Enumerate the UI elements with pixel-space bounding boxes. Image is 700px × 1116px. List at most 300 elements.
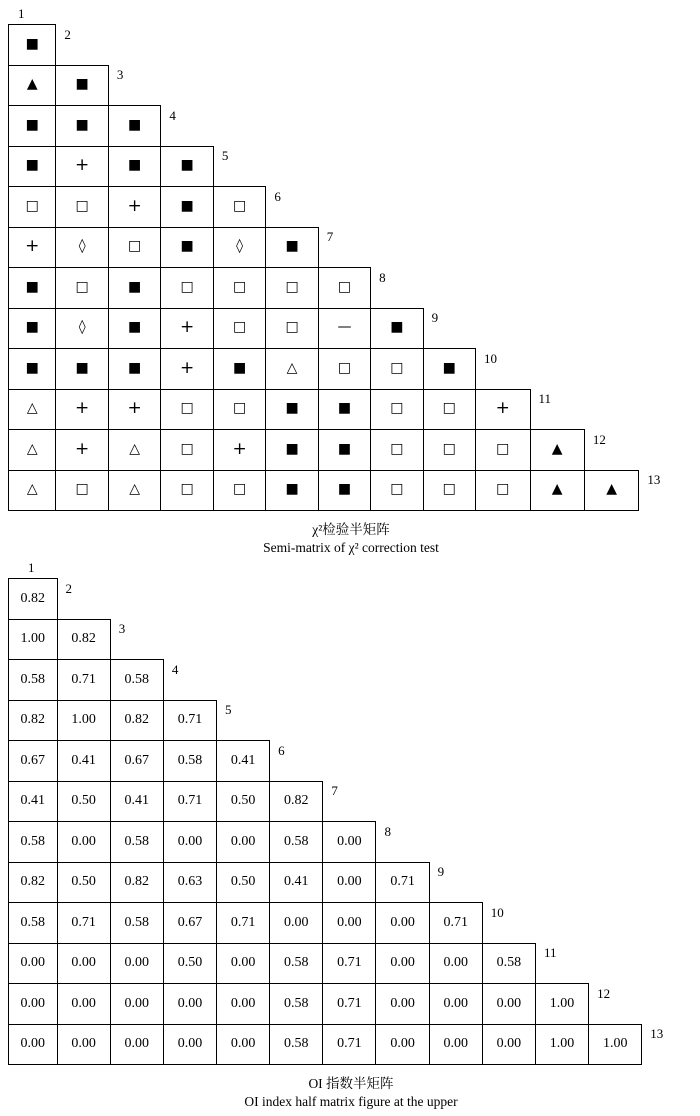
matrix-empty-cell: [371, 146, 423, 187]
matrix-cell: [56, 308, 108, 349]
caption-chinese: OI 指数半矩阵: [308, 1075, 394, 1091]
matrix-empty-cell: [589, 781, 642, 822]
matrix-cell: [318, 430, 370, 471]
matrix-row: [9, 741, 694, 782]
open-square-icon: □: [25, 197, 39, 214]
matrix-row: [9, 822, 694, 863]
matrix-cell: 0.58: [270, 1024, 323, 1064]
matrix-empty-cell: [482, 579, 535, 620]
filled-square-icon: ■: [390, 319, 404, 336]
matrix-empty-cell: [530, 268, 584, 309]
matrix-empty-cell: [482, 619, 535, 660]
matrix-empty-cell: [423, 106, 475, 147]
matrix-empty-cell: [535, 660, 588, 701]
matrix-cell: [108, 146, 160, 187]
matrix-cell: [475, 389, 530, 430]
plus-icon: +: [180, 357, 195, 378]
matrix-empty-cell: [376, 741, 429, 782]
matrix-cell: [161, 308, 213, 349]
plus-icon: +: [232, 438, 247, 459]
matrix-empty-cell: [163, 619, 216, 660]
matrix-cell: [161, 349, 213, 390]
matrix-empty-cell: [423, 65, 475, 106]
matrix-cell: [9, 389, 56, 430]
matrix-empty-cell: [639, 227, 694, 268]
matrix-empty-cell: [589, 822, 642, 863]
matrix-cell: 0.00: [376, 903, 429, 944]
matrix-empty-cell: [584, 227, 639, 268]
plus-icon: +: [127, 398, 142, 419]
matrix-cell: 0.58: [9, 822, 58, 863]
open-triangle-icon: △: [129, 440, 141, 457]
filled-triangle-icon: ▲: [551, 481, 563, 497]
matrix-empty-cell: [482, 781, 535, 822]
matrix-cell: [56, 227, 108, 268]
matrix-cell: [213, 349, 265, 390]
matrix-empty-cell: [323, 660, 376, 701]
matrix-cell: 0.00: [217, 984, 270, 1025]
matrix-cell: [266, 389, 318, 430]
matrix-empty-cell: [589, 660, 642, 701]
matrix-cell: [318, 389, 370, 430]
matrix-cell: [56, 187, 108, 228]
matrix-empty-cell: [584, 349, 639, 390]
matrix-cell: 0.58: [9, 903, 58, 944]
filled-square-icon: ■: [75, 116, 89, 133]
matrix-cell: 0.00: [429, 1024, 482, 1064]
oi-index-matrix-table: [8, 578, 694, 1065]
matrix-cell: 0.50: [217, 862, 270, 903]
matrix-row: [9, 65, 694, 106]
matrix-cell: [213, 308, 265, 349]
matrix-cell: 0.41: [110, 781, 163, 822]
matrix-empty-cell: [318, 25, 370, 66]
matrix-index-label: 5: [221, 148, 229, 163]
matrix-first-index-label: 1: [28, 560, 35, 575]
matrix-empty-cell: [639, 146, 694, 187]
matrix-cell: 0.58: [9, 660, 58, 701]
matrix-cell: [371, 430, 423, 471]
matrix-cell: [213, 268, 265, 309]
matrix-cell: 1.00: [57, 700, 110, 741]
matrix-empty-cell: [110, 579, 163, 620]
matrix-empty-cell: [530, 308, 584, 349]
matrix-cell: 0.71: [429, 903, 482, 944]
open-square-icon: □: [180, 481, 194, 497]
matrix-row: [9, 187, 694, 228]
filled-triangle-icon: ▲: [551, 440, 563, 457]
matrix-cell: 0.00: [376, 1024, 429, 1064]
matrix-cell: 0.82: [57, 619, 110, 660]
matrix-empty-cell: [639, 187, 694, 228]
matrix-cell: [213, 430, 265, 471]
matrix-empty-cell: [423, 187, 475, 228]
matrix-cell: 0.71: [163, 781, 216, 822]
matrix-empty-cell: [376, 579, 429, 620]
filled-square-icon: ■: [285, 481, 299, 497]
matrix-empty-cell: [639, 106, 694, 147]
matrix-empty-cell: [584, 308, 639, 349]
matrix-cell: 0.50: [217, 781, 270, 822]
filled-square-icon: ■: [180, 238, 194, 255]
matrix-empty-cell: [642, 700, 694, 741]
matrix-empty-cell: [584, 389, 639, 430]
matrix-cell: 0.58: [482, 943, 535, 984]
matrix-empty-cell: [429, 822, 482, 863]
matrix-empty-cell: [323, 741, 376, 782]
matrix-empty-cell: [530, 349, 584, 390]
matrix-cell: [161, 389, 213, 430]
open-triangle-icon: △: [26, 400, 38, 417]
open-square-icon: □: [285, 319, 299, 336]
open-square-icon: □: [180, 278, 194, 295]
open-square-icon: □: [390, 440, 404, 457]
filled-square-icon: ■: [233, 359, 247, 376]
matrix-index-label: 9: [431, 310, 439, 325]
matrix-empty-cell: [323, 619, 376, 660]
matrix-cell: 0.82: [270, 781, 323, 822]
matrix-empty-cell: [642, 781, 694, 822]
matrix-empty-cell: [530, 106, 584, 147]
matrix-empty-cell: [475, 25, 530, 66]
matrix-empty-cell: [213, 106, 265, 147]
open-square-icon: □: [285, 278, 299, 295]
matrix-cell: [108, 389, 160, 430]
open-triangle-icon: △: [26, 481, 38, 497]
matrix-index-label: 13: [647, 472, 661, 487]
filled-square-icon: ■: [180, 197, 194, 214]
matrix-cell: 0.41: [57, 741, 110, 782]
filled-triangle-icon: ▲: [606, 481, 618, 497]
matrix-cell: 0.50: [163, 943, 216, 984]
matrix-empty-cell: [475, 65, 530, 106]
matrix-empty-cell: [584, 25, 639, 66]
matrix-cell: [266, 349, 318, 390]
open-square-icon: □: [442, 481, 456, 497]
matrix-cell: 0.71: [217, 903, 270, 944]
matrix-empty-cell: [318, 146, 370, 187]
matrix-cell: 0.58: [270, 822, 323, 863]
matrix-empty-cell: [323, 579, 376, 620]
matrix-empty-cell: [642, 822, 694, 863]
matrix-row: [9, 1024, 694, 1064]
matrix-cell: 0.41: [270, 862, 323, 903]
matrix-index-label: 12: [597, 985, 611, 1001]
filled-square-icon: ■: [75, 76, 89, 93]
open-square-icon: □: [75, 197, 89, 214]
matrix-cell: [56, 470, 108, 510]
matrix-empty-cell: [639, 65, 694, 106]
matrix-empty-cell: [318, 106, 370, 147]
matrix-cell: 0.71: [376, 862, 429, 903]
matrix-empty-cell: [217, 660, 270, 701]
matrix-cell: 0.00: [9, 1024, 58, 1064]
matrix-cell: 0.82: [9, 579, 58, 620]
matrix-index-label: 8: [379, 269, 386, 285]
matrix-empty-cell: [213, 25, 265, 66]
matrix-index-label: 7: [331, 783, 338, 798]
matrix-cell: [266, 470, 318, 510]
matrix-row: [9, 579, 694, 620]
matrix-empty-cell: [639, 430, 694, 471]
matrix-row: [9, 389, 694, 430]
open-square-icon: □: [233, 400, 247, 417]
matrix-empty-cell: [371, 25, 423, 66]
matrix-cell: 0.82: [9, 862, 58, 903]
matrix-cell: [56, 389, 108, 430]
matrix-cell: 0.00: [57, 943, 110, 984]
matrix-index-label: 11: [543, 945, 557, 960]
matrix-cell: 0.00: [110, 1024, 163, 1064]
matrix-empty-cell: [423, 146, 475, 187]
matrix-empty-cell: [482, 822, 535, 863]
matrix-first-index-label: 1: [18, 6, 25, 21]
matrix-empty-cell: [376, 660, 429, 701]
matrix-cell: [9, 470, 56, 510]
matrix-empty-cell: [639, 268, 694, 309]
matrix-empty-cell: [270, 579, 323, 620]
filled-square-icon: ■: [442, 359, 456, 376]
matrix-index-label: 4: [171, 661, 179, 677]
filled-square-icon: ■: [128, 116, 142, 133]
open-square-icon: □: [337, 278, 352, 295]
matrix-cell: 0.00: [429, 984, 482, 1025]
matrix-row: [9, 903, 694, 944]
matrix-empty-cell: [639, 308, 694, 349]
matrix-empty-cell: [475, 227, 530, 268]
matrix-empty-cell: [642, 903, 694, 944]
matrix-cell: [266, 430, 318, 471]
filled-square-icon: ■: [285, 238, 299, 255]
matrix-cell: [161, 187, 213, 228]
matrix-cell: 0.00: [110, 984, 163, 1025]
matrix-empty-cell: [535, 862, 588, 903]
matrix-empty-cell: [589, 700, 642, 741]
matrix-empty-cell: [371, 106, 423, 147]
matrix-empty-cell: [642, 579, 694, 620]
matrix-cell: [266, 268, 318, 309]
matrix-empty-cell: [371, 187, 423, 228]
open-square-icon: □: [496, 481, 510, 497]
matrix-cell: [9, 268, 56, 309]
filled-square-icon: ■: [25, 359, 39, 376]
matrix-empty-cell: [584, 268, 639, 309]
open-square-icon: □: [233, 278, 247, 295]
matrix-row: [9, 781, 694, 822]
matrix-index-label: 4: [169, 107, 176, 123]
matrix-empty-cell: [429, 660, 482, 701]
matrix-row: [9, 146, 694, 187]
matrix-row: [9, 430, 694, 471]
matrix-cell: [108, 268, 160, 309]
matrix-cell: 0.71: [163, 700, 216, 741]
diamond-icon: ◊: [78, 238, 86, 255]
matrix-empty-cell: [217, 619, 270, 660]
matrix-index-label: 2: [65, 580, 73, 596]
plus-icon: +: [495, 398, 510, 419]
matrix-empty-cell: [429, 579, 482, 620]
matrix-cell: 0.41: [217, 741, 270, 782]
matrix-row: [9, 943, 694, 984]
matrix-cell: 0.58: [110, 822, 163, 863]
matrix-empty-cell: [429, 741, 482, 782]
matrix-cell: 0.00: [57, 1024, 110, 1064]
matrix-cell: [213, 187, 265, 228]
matrix-cell: 0.00: [110, 943, 163, 984]
matrix-cell: 0.67: [9, 741, 58, 782]
matrix-cell: [9, 430, 56, 471]
matrix-empty-cell: [266, 65, 318, 106]
matrix-empty-cell: [535, 579, 588, 620]
plus-icon: +: [127, 195, 142, 216]
matrix-cell: [108, 227, 160, 268]
matrix-empty-cell: [323, 700, 376, 741]
matrix-cell: [56, 349, 108, 390]
matrix-index-label: 2: [64, 26, 71, 42]
matrix-row: [9, 227, 694, 268]
filled-square-icon: ■: [337, 440, 352, 457]
matrix-empty-cell: [266, 146, 318, 187]
matrix-empty-cell: [642, 660, 694, 701]
matrix-empty-cell: [482, 741, 535, 782]
open-square-icon: □: [75, 481, 89, 497]
filled-square-icon: ■: [25, 278, 39, 295]
open-triangle-icon: △: [26, 440, 38, 457]
matrix-cell: [318, 470, 370, 510]
matrix-empty-cell: [589, 903, 642, 944]
matrix-empty-cell: [161, 25, 213, 66]
matrix-cell: [108, 106, 160, 147]
matrix-empty-cell: [530, 65, 584, 106]
matrix-empty-cell: [642, 619, 694, 660]
matrix-cell: [213, 389, 265, 430]
matrix-cell: 0.00: [163, 822, 216, 863]
matrix-index-label: 13: [650, 1026, 664, 1041]
matrix-cell: 0.00: [217, 822, 270, 863]
open-square-icon: □: [75, 278, 89, 295]
matrix-index-label: 8: [384, 823, 391, 839]
matrix-empty-cell: [376, 619, 429, 660]
matrix-cell: 0.71: [323, 943, 376, 984]
matrix-empty-cell: [217, 579, 270, 620]
matrix-empty-cell: [535, 903, 588, 944]
matrix-empty-cell: [270, 700, 323, 741]
matrix-cell: [318, 308, 370, 349]
filled-square-icon: ■: [25, 157, 39, 174]
matrix-empty-cell: [642, 984, 694, 1025]
matrix-index-label: 10: [483, 350, 497, 366]
filled-square-icon: ■: [285, 440, 299, 457]
matrix-cell: [161, 268, 213, 309]
matrix-cell: 0.71: [57, 903, 110, 944]
plus-icon: +: [180, 317, 195, 338]
matrix-empty-cell: [161, 65, 213, 106]
filled-square-icon: ■: [75, 359, 89, 376]
open-square-icon: □: [128, 238, 142, 255]
filled-square-icon: ■: [25, 35, 39, 52]
matrix-index-label: 6: [274, 188, 281, 204]
matrix-empty-cell: [530, 227, 584, 268]
matrix-empty-cell: [584, 106, 639, 147]
matrix-cell: [371, 308, 423, 349]
open-square-icon: □: [233, 481, 247, 497]
matrix-row: [9, 106, 694, 147]
matrix-empty-cell: [475, 146, 530, 187]
matrix-row: [9, 308, 694, 349]
matrix-empty-cell: [584, 146, 639, 187]
matrix-cell: 0.00: [376, 984, 429, 1025]
matrix-empty-cell: [423, 227, 475, 268]
matrix-empty-cell: [423, 25, 475, 66]
matrix-cell: [423, 470, 475, 510]
matrix-cell: [9, 187, 56, 228]
matrix-cell: 0.00: [323, 862, 376, 903]
matrix-empty-cell: [482, 660, 535, 701]
matrix-empty-cell: [642, 741, 694, 782]
matrix-empty-cell: [475, 187, 530, 228]
matrix-cell: 0.82: [110, 862, 163, 903]
matrix-cell: 0.41: [9, 781, 58, 822]
filled-square-icon: ■: [337, 481, 352, 497]
matrix-empty-cell: [376, 781, 429, 822]
matrix-cell: [371, 389, 423, 430]
matrix-cell: 0.00: [57, 822, 110, 863]
dash-icon: —: [337, 319, 352, 336]
matrix-index-label: 7: [326, 229, 334, 244]
matrix-empty-cell: [535, 781, 588, 822]
matrix-empty-cell: [589, 862, 642, 903]
caption-chinese: χ²检验半矩阵: [312, 521, 390, 537]
matrix-cell: [423, 430, 475, 471]
matrix-cell: [9, 227, 56, 268]
matrix-cell: [318, 268, 370, 309]
matrix-cell: [9, 146, 56, 187]
matrix-cell: [56, 268, 108, 309]
matrix-cell: [108, 308, 160, 349]
matrix-empty-cell: [639, 389, 694, 430]
matrix-cell: [371, 470, 423, 510]
filled-square-icon: ■: [128, 278, 142, 295]
filled-triangle-icon: ▲: [26, 76, 38, 93]
matrix-cell: 0.67: [163, 903, 216, 944]
matrix-empty-cell: [213, 65, 265, 106]
open-square-icon: □: [390, 359, 404, 376]
matrix-empty-cell: [642, 943, 694, 984]
matrix-cell: [318, 349, 370, 390]
open-square-icon: □: [390, 481, 404, 497]
matrix-cell: 0.00: [323, 903, 376, 944]
matrix-cell: 0.58: [163, 741, 216, 782]
matrix-row: [9, 470, 694, 510]
oi-index-figure: [8, 560, 694, 1111]
oi-index-matrix: [8, 578, 694, 1065]
matrix-empty-cell: [530, 187, 584, 228]
matrix-cell: [584, 470, 639, 510]
matrix-cell: 0.00: [482, 1024, 535, 1064]
matrix-empty-cell: [475, 106, 530, 147]
matrix-empty-cell: [429, 781, 482, 822]
matrix-empty-cell: [584, 65, 639, 106]
matrix-empty-cell: [535, 619, 588, 660]
matrix-cell: [475, 470, 530, 510]
matrix-empty-cell: [482, 700, 535, 741]
matrix-empty-cell: [482, 862, 535, 903]
matrix-index-label: 3: [116, 67, 124, 82]
matrix-cell: 0.50: [57, 862, 110, 903]
matrix-index-label: 10: [490, 904, 504, 920]
matrix-cell: 0.00: [9, 984, 58, 1025]
matrix-cell: [266, 227, 318, 268]
